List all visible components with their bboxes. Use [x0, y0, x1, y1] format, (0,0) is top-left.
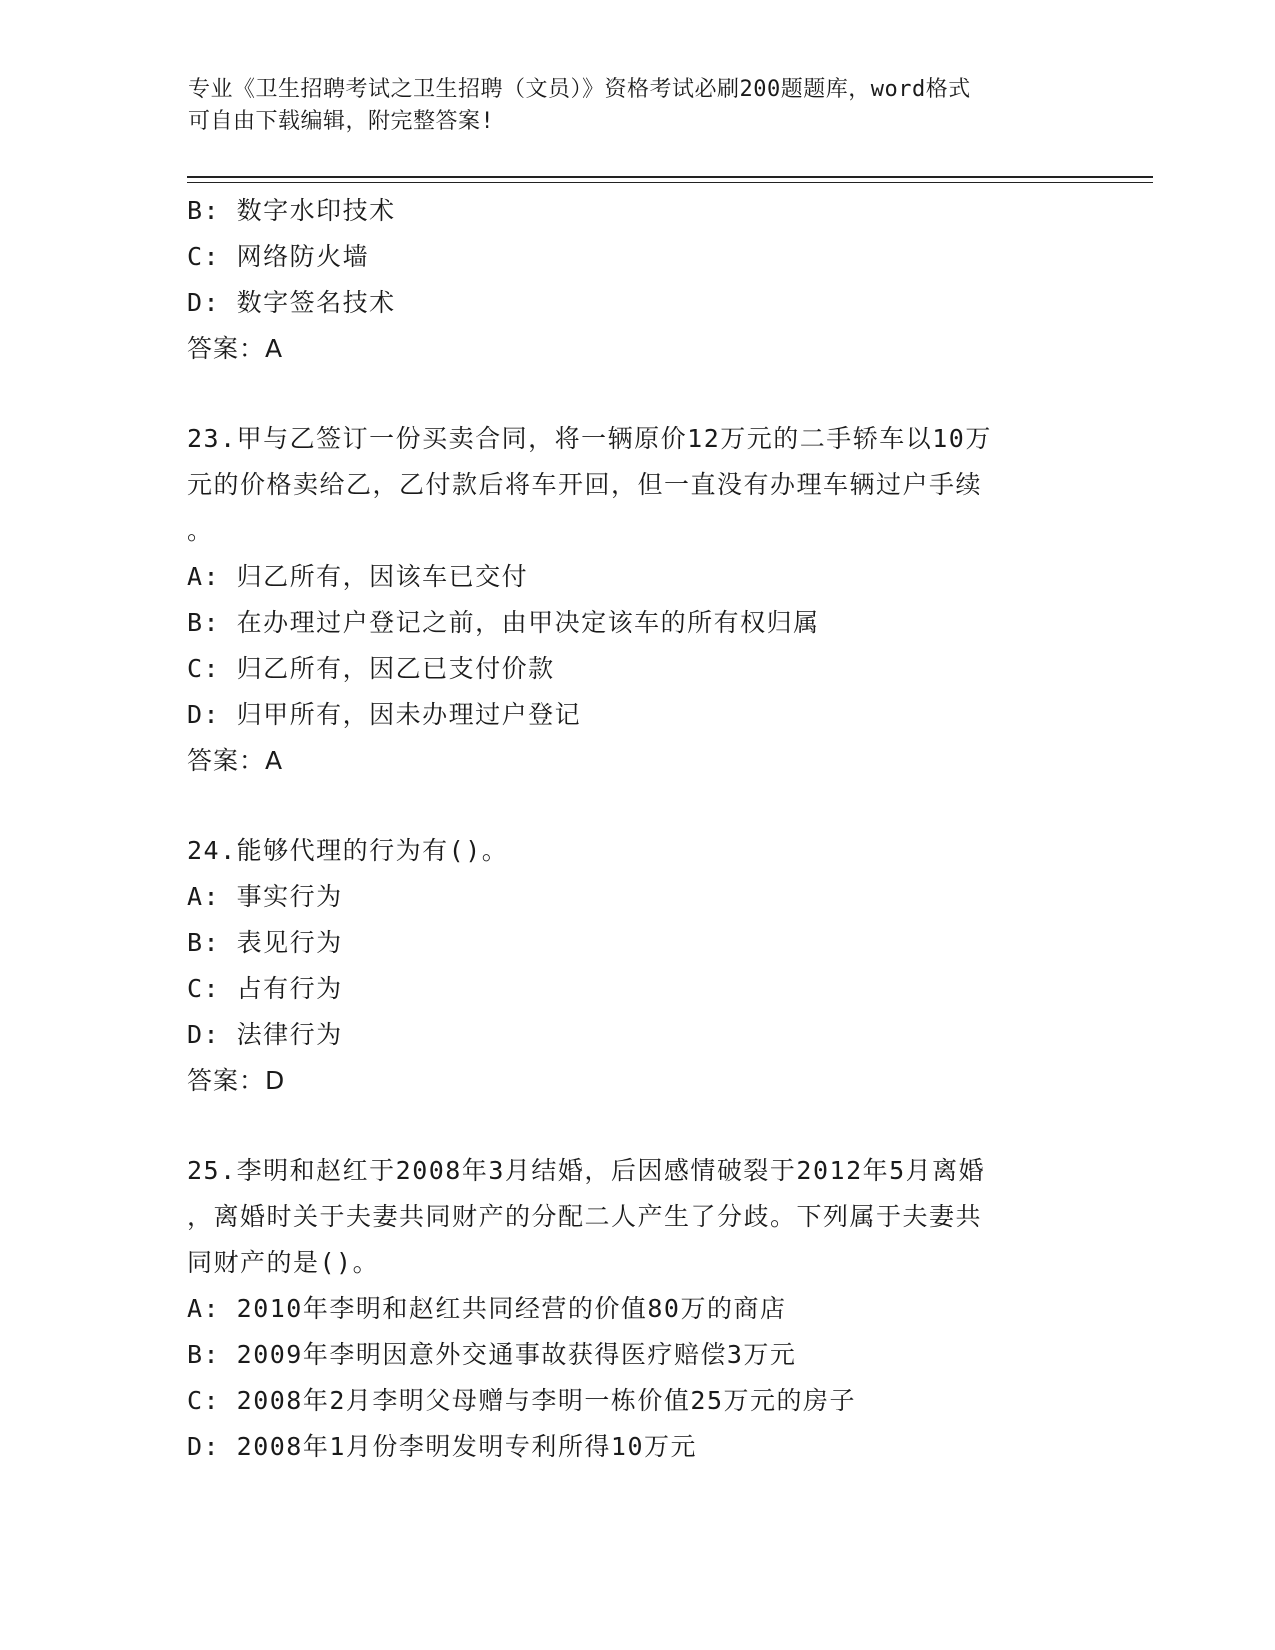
- option-a: A: 2010年李明和赵红共同经营的价值80万的商店: [187, 1294, 787, 1323]
- option-a: A: 事实行为: [187, 882, 343, 911]
- question-stem-line: 同财产的是()。: [187, 1248, 380, 1277]
- option-c: C: 占有行为: [187, 974, 343, 1003]
- option-b: B: 表见行为: [187, 928, 343, 957]
- option-a: A: 归乙所有，因该车已交付: [187, 562, 529, 591]
- option-c: C: 归乙所有，因乙已支付价款: [187, 654, 555, 683]
- option-d: D: 法律行为: [187, 1020, 343, 1049]
- question-stem-line: 25.李明和赵红于2008年3月结婚，后因感情破裂于2012年5月离婚: [187, 1156, 986, 1185]
- option-d: D: 数字签名技术: [187, 288, 396, 317]
- question-stem-line: ，离婚时关于夫妻共同财产的分配二人产生了分歧。下列属于夫妻共: [187, 1202, 983, 1231]
- question-stem-line: 24.能够代理的行为有()。: [187, 836, 509, 865]
- header-line-2: 可自由下载编辑，附完整答案!: [188, 109, 495, 134]
- question-24: [187, 828, 1087, 1104]
- header-rule-thin: [187, 182, 1153, 183]
- option-d: D: 归甲所有，因未办理过户登记: [187, 700, 582, 729]
- question-23: [187, 416, 1087, 784]
- document-header: [188, 74, 1088, 138]
- answer-line: 答案：A: [187, 334, 284, 363]
- option-b: B: 在办理过户登记之前，由甲决定该车的所有权归属: [187, 608, 820, 637]
- question-content: [187, 188, 1087, 1470]
- header-line-1: 专业《卫生招聘考试之卫生招聘（文员）》资格考试必刷200题题库，word格式: [188, 77, 971, 102]
- answer-line: 答案：D: [187, 1066, 286, 1095]
- question-25: [187, 1148, 1087, 1470]
- option-b: B: 2009年李明因意外交通事故获得医疗赔偿3万元: [187, 1340, 797, 1369]
- question-stem-line: 。: [187, 516, 214, 545]
- option-b: B: 数字水印技术: [187, 196, 396, 225]
- header-rule-thick: [187, 176, 1153, 178]
- option-d: D: 2008年1月份李明发明专利所得10万元: [187, 1432, 698, 1461]
- option-c: C: 网络防火墙: [187, 242, 370, 271]
- question-stem-line: 23.甲与乙签订一份买卖合同，将一辆原价12万元的二手轿车以10万: [187, 424, 992, 453]
- answer-line: 答案：A: [187, 746, 284, 775]
- option-c: C: 2008年2月李明父母赠与李明一栋价值25万元的房子: [187, 1386, 857, 1415]
- question-stem-line: 元的价格卖给乙，乙付款后将车开回，但一直没有办理车辆过户手续: [187, 470, 983, 499]
- question-22-fragment: [187, 188, 1087, 372]
